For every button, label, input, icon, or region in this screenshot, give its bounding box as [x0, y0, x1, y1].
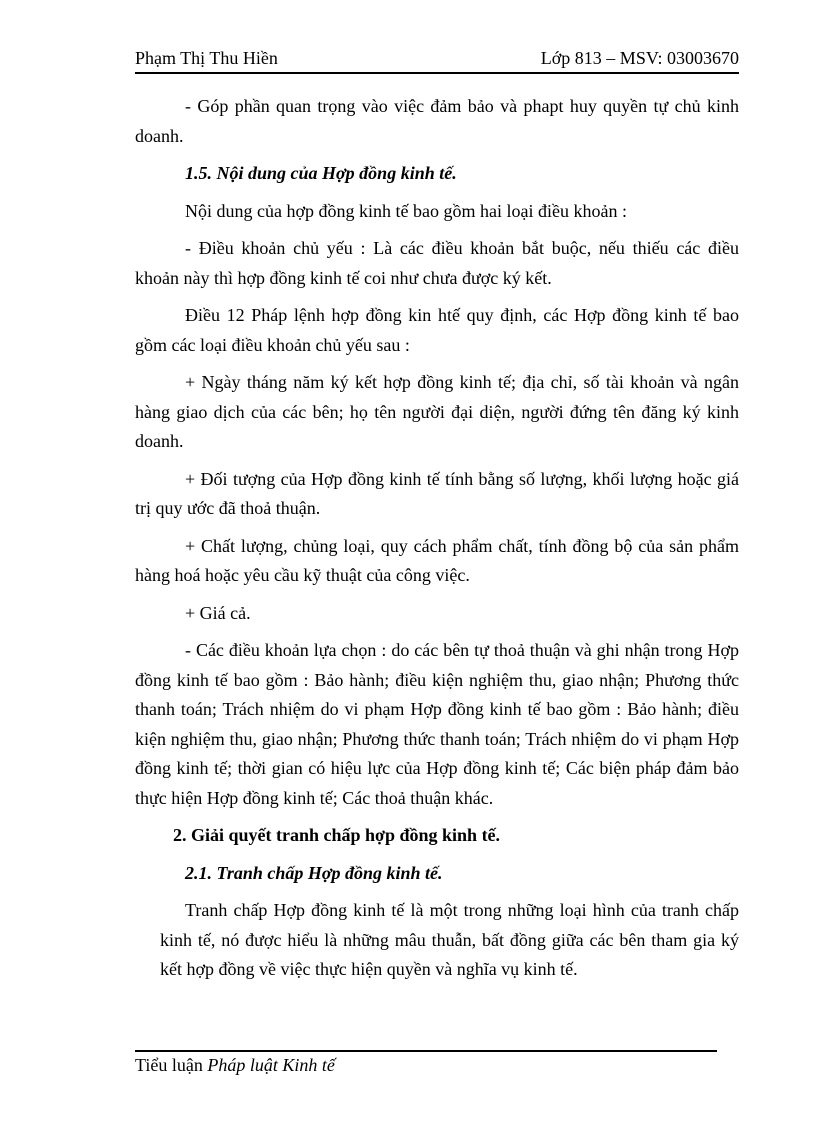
footer-divider: [135, 1050, 717, 1052]
section-heading-2: 2. Giải quyết tranh chấp hợp đồng kinh tế.: [173, 825, 501, 845]
paragraph-signing-date: + Ngày tháng năm ký kết hợp đồng kinh tế; địa chỉ, số tài khoản và ngân hàng giao dịch của các bên; họ tên người đại diện, người đứng tên đăng ký kinh doanh.: [135, 372, 739, 451]
header-class-info: Lớp 813 – MSV: 03003670: [540, 48, 739, 68]
header-divider: [135, 72, 739, 74]
paragraph-dispute-definition: Tranh chấp Hợp đồng kinh tế là một trong những loại hình của tranh chấp kinh tế, nó được hiểu là những mâu thuẫn, bất đồng giữa các bên tham gia ký kết hợp đồng về việc thực hiện quyền và nghĩa vụ kinh tế.: [160, 900, 739, 979]
footer-subject: Pháp luật Kinh tế: [207, 1055, 335, 1075]
paragraph-price: + Giá cả.: [185, 602, 251, 623]
paragraph-main-terms: - Điều khoản chủ yếu : Là các điều khoản bắt buộc, nếu thiếu các điều khoản này thì hợp đồng kinh tế coi như chưa được ký kết.: [135, 238, 739, 288]
section-heading-1-5: 1.5. Nội dung của Hợp đồng kinh tế.: [185, 163, 457, 183]
document-body: [135, 92, 739, 993]
paragraph-article-12: Điều 12 Pháp lệnh hợp đồng kin htế quy định, các Hợp đồng kinh tế bao gồm các loại điều khoản chủ yếu sau :: [135, 305, 739, 355]
paragraph-contribution: - Góp phần quan trọng vào việc đảm bảo và phapt huy quyền tự chủ kinh doanh.: [135, 96, 739, 146]
paragraph-contract-object: + Đối tượng của Hợp đồng kinh tế tính bằng số lượng, khối lượng hoặc giá trị quy ước đã thoả thuận.: [135, 468, 739, 518]
page-header: [135, 48, 739, 70]
footer-label: Tiểu luận: [135, 1055, 203, 1075]
section-heading-2-1: 2.1. Tranh chấp Hợp đồng kinh tế.: [185, 862, 443, 883]
page-footer: [135, 1055, 335, 1076]
paragraph-quality: + Chất lượng, chủng loại, quy cách phẩm chất, tính đồng bộ của sản phẩm hàng hoá hoặc yêu cầu kỹ thuật của công việc.: [135, 535, 739, 585]
paragraph-optional-terms: - Các điều khoản lựa chọn : do các bên tự thoả thuận và ghi nhận trong Hợp đồng kinh tế bao gồm : Bảo hành; điều kiện nghiệm thu, giao nhận; Phương thức thanh toán; Trách nhiệm do vi phạm Hợp đồng kinh tế bao gồm : Bảo hành; điều kiện nghiệm thu, giao nhận; Phương thức thanh toán; Trách nhiệm do vi phạm Hợp đồng kinh tế; thời gian có hiệu lực của Hợp đồng kinh tế; Các biện pháp đảm bảo thực hiện Hợp đồng kinh tế; Các thoả thuận khác.: [135, 640, 739, 808]
paragraph-content-intro: Nội dung của hợp đồng kinh tế bao gồm hai loại điều khoản :: [185, 200, 627, 221]
header-author: Phạm Thị Thu Hiền: [135, 48, 278, 68]
